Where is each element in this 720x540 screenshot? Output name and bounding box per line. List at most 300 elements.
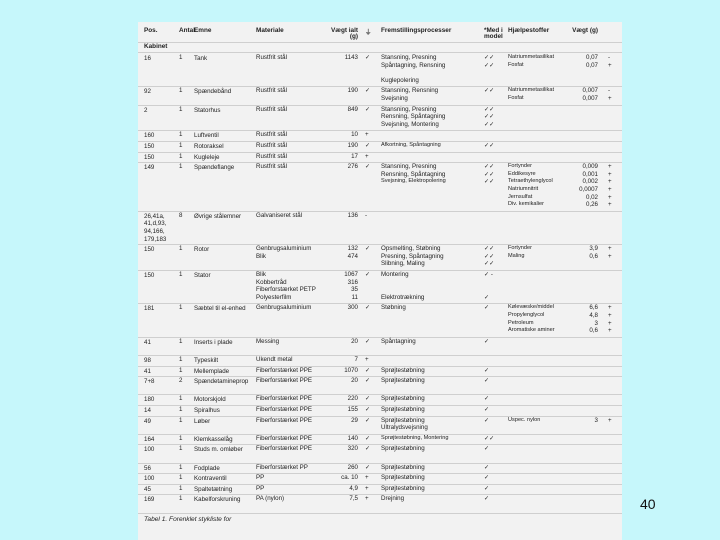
row-pos: 100	[144, 475, 155, 483]
row-materiale: Fiberforstærket PPE	[256, 366, 313, 374]
row-pos: 164	[144, 435, 155, 443]
row-vaegt: 4,9	[349, 484, 358, 492]
header-vaegt: Vægt ialt (g)	[331, 27, 358, 41]
row-antal: 2	[179, 377, 183, 385]
row-emne: Spiralhus	[194, 407, 220, 414]
row-hjaelp-vaegt: 0,6	[589, 327, 598, 335]
header-hjaelp-vaegt: Vægt (g)	[572, 27, 598, 34]
row-materiale: PP	[256, 474, 265, 482]
row-vaegt: 29	[351, 416, 358, 424]
row-materiale: Rustfrit stål	[256, 87, 287, 95]
row-materiale: Blik	[256, 271, 266, 278]
row-divider	[138, 211, 622, 212]
row-divider	[138, 337, 622, 338]
row-hjaelp-mark: +	[608, 304, 612, 312]
row-divider	[138, 394, 622, 395]
header-pos: Pos.	[144, 27, 158, 34]
row-process: Stansning, Presning	[381, 54, 437, 61]
row-process: Rensning, Spåntagning	[381, 113, 446, 121]
row-antal: 1	[179, 304, 183, 312]
row-process: Sprøjtestøbning	[381, 406, 425, 413]
row-antal: 1	[179, 131, 183, 139]
row-divider	[138, 162, 622, 163]
row-hjaelp-vaegt: 0,02	[585, 193, 598, 201]
row-hjaelp-mark: +	[608, 312, 612, 319]
row-vaegt: 190	[347, 142, 358, 149]
row-pos: 45	[144, 485, 151, 493]
row-pos: 181	[144, 305, 155, 313]
row-hjaelp-vaegt: 3,9	[589, 245, 598, 253]
row-pos: 100	[144, 446, 155, 454]
row-hjaelp-vaegt: 0,007	[582, 87, 598, 95]
row-process: Svejsning	[381, 95, 408, 102]
row-model-check: ✓	[484, 416, 490, 424]
row-emne: Løber	[194, 417, 211, 425]
row-model-check: ✓	[484, 445, 490, 453]
row-hjaelp-mark: +	[608, 95, 612, 102]
row-vaegt: 140	[347, 434, 358, 442]
row-divider	[138, 130, 622, 131]
row-divider	[138, 434, 622, 435]
row-hjaelp-vaegt: 4,8	[589, 312, 598, 319]
row-mark: ✓	[365, 54, 371, 61]
row-divider	[138, 270, 622, 271]
row-vaegt: 35	[351, 286, 358, 294]
row-vaegt: 11	[351, 293, 358, 301]
row-materiale: Fiberforstærket PPE	[256, 395, 313, 403]
row-materiale: Fiberforstærket PPE	[256, 406, 313, 413]
row-divider	[138, 405, 622, 406]
row-vaegt: 136	[347, 211, 358, 219]
row-materiale: Rustfrit stål	[256, 152, 287, 160]
row-hjaelp-vaegt: 0,002	[582, 178, 598, 186]
row-vaegt: 17	[351, 152, 358, 160]
row-divider	[138, 141, 622, 142]
row-mark: ✓	[365, 434, 371, 442]
row-process: Kuglepolering	[381, 76, 419, 84]
row-model-check: ✓	[484, 377, 490, 385]
row-pos: 149	[144, 164, 155, 172]
row-vaegt: ca. 10	[341, 474, 358, 482]
row-mark: ✓	[365, 87, 371, 95]
row-emne: Mellemplade	[194, 367, 230, 375]
row-pos: 7+8	[144, 378, 155, 386]
row-model-check: ✓	[484, 337, 490, 345]
row-hjaelpestof: Fosfat	[508, 61, 524, 68]
row-model-check: ✓✓	[484, 163, 495, 171]
row-model-check: ✓✓	[484, 113, 495, 121]
row-model-check: ✓✓	[484, 54, 495, 61]
row-materiale: Kobbertråd	[256, 278, 287, 286]
row-model-check: ✓✓	[484, 252, 495, 260]
row-hjaelp-mark: +	[608, 193, 612, 201]
row-vaegt: 320	[347, 445, 358, 453]
row-antal: 1	[179, 434, 183, 442]
row-mark: +	[365, 474, 369, 482]
row-vaegt: 1070	[344, 366, 358, 374]
row-process: Sprøjtestøbning	[381, 416, 425, 424]
row-mark: ✓	[365, 395, 371, 403]
row-antal: 1	[179, 463, 183, 471]
row-hjaelpestof: Petroleum	[508, 319, 534, 326]
row-emne: Spaltetætning	[194, 485, 233, 493]
row-hjaelp-vaegt: 0,007	[582, 95, 598, 102]
row-process: Sprøjtestøbning	[381, 445, 425, 453]
row-hjaelp-mark: +	[608, 170, 612, 178]
row-emne: Kugleleje	[194, 153, 220, 161]
row-hjaelp-mark: +	[608, 61, 612, 69]
row-pos: 26,41a, 41,d,93, 94,166, 179,183	[144, 212, 167, 243]
row-hjaelpestof: Jernsulfat	[508, 193, 533, 200]
row-materiale: Rustfrit stål	[256, 163, 287, 171]
row-model-check: ✓✓	[484, 178, 495, 186]
row-materiale: Fiberforstærket PPE	[256, 377, 313, 385]
row-process: Drejning	[381, 495, 405, 503]
row-process: Sprøjtestøbning	[381, 395, 425, 403]
row-divider	[138, 473, 622, 474]
header-med-i-model: *Med i model	[484, 27, 503, 41]
header-materiale: Materiale	[256, 27, 284, 34]
row-antal: 1	[179, 495, 183, 503]
table-caption: Tabel 1. Forenklet stykliste for	[144, 515, 232, 523]
row-materiale: Blik	[256, 252, 266, 260]
row-emne: Studs m. omløber	[194, 446, 243, 454]
row-process: Afkortning, Spåntagning	[381, 142, 441, 148]
row-materiale: Rustfrit stål	[256, 105, 287, 113]
row-emne: Statorhus	[194, 106, 221, 114]
row-vaegt: 7,5	[349, 495, 358, 503]
row-hjaelp-mark: +	[608, 201, 612, 209]
row-vaegt: 849	[347, 105, 358, 113]
row-model-check: ✓✓	[484, 434, 495, 442]
row-hjaelpestof: Natriummetasilikat	[508, 54, 555, 60]
row-process: Stansning, Presning	[381, 105, 437, 113]
row-hjaelpestof: Fortynder	[508, 245, 532, 252]
row-materiale: Ukendt metal	[256, 356, 293, 363]
row-pos: 2	[144, 106, 148, 114]
row-antal: 1	[179, 366, 183, 374]
row-materiale: Fiberforstærket PP	[256, 463, 308, 471]
row-materiale: Fiberforstærket PPE	[256, 416, 313, 424]
row-hjaelpestof: Div. kemikalier	[508, 201, 544, 208]
row-materiale: Rustfrit stål	[256, 142, 287, 149]
row-vaegt: 220	[347, 395, 358, 403]
row-vaegt: 190	[347, 87, 358, 95]
row-hjaelp-mark: -	[608, 54, 611, 61]
row-materiale: Fiberforstærket PPE	[256, 445, 313, 453]
row-hjaelp-mark: +	[608, 252, 612, 260]
header-mark: ⏚	[365, 29, 372, 36]
row-pos: 14	[144, 407, 151, 414]
row-antal: 1	[179, 152, 183, 160]
row-antal: 1	[179, 337, 183, 345]
row-process: Stansning, Rensning	[381, 87, 439, 95]
section-kabinet: Kabinet	[144, 43, 168, 50]
row-divider	[138, 376, 622, 377]
row-mark: +	[365, 495, 369, 503]
row-vaegt: 1067	[344, 271, 358, 278]
row-hjaelpestof: Aromatiske aminer	[508, 327, 555, 334]
row-mark: ✓	[365, 142, 371, 149]
row-hjaelp-vaegt: 6,6	[589, 304, 598, 312]
row-mark: +	[365, 356, 369, 363]
row-antal: 1	[179, 406, 183, 413]
row-mark: +	[365, 152, 369, 160]
row-emne: Typeskilt	[194, 357, 219, 364]
row-divider	[138, 244, 622, 245]
row-mark: ✓	[365, 416, 371, 424]
row-mark: ✓	[365, 271, 371, 278]
row-vaegt: 300	[347, 304, 358, 312]
row-divider	[138, 513, 622, 514]
row-hjaelp-mark: +	[608, 245, 612, 253]
row-emne: Luftventil	[194, 132, 219, 140]
row-mark: +	[365, 484, 369, 492]
row-pos: 150	[144, 143, 155, 150]
row-vaegt: 132	[347, 245, 358, 253]
row-mark: +	[365, 131, 369, 139]
row-vaegt: 20	[351, 377, 358, 385]
row-divider	[138, 355, 622, 356]
row-pos: 41	[144, 367, 151, 375]
row-materiale: Messing	[256, 337, 280, 345]
row-vaegt: 316	[347, 278, 358, 286]
row-emne: Tank	[194, 55, 208, 62]
row-hjaelp-vaegt: 0,07	[585, 61, 598, 69]
row-pos: 150	[144, 246, 155, 254]
row-emne: Rotoraksel	[194, 143, 224, 150]
row-emne: Inserts i plade	[194, 338, 233, 346]
row-emne: Stator	[194, 272, 211, 279]
row-hjaelp-mark: +	[608, 163, 612, 171]
row-emne: Motorskjold	[194, 396, 226, 404]
row-vaegt: 20	[351, 337, 358, 345]
row-vaegt: 276	[347, 163, 358, 171]
header-emne: Emne	[194, 27, 212, 34]
row-hjaelp-vaegt: 0,07	[585, 54, 598, 61]
row-model-check: ✓✓	[484, 245, 495, 253]
row-mark: ✓	[365, 337, 371, 345]
row-hjaelp-mark: +	[608, 416, 612, 424]
row-divider	[138, 484, 622, 485]
row-hjaelp-mark: +	[608, 186, 612, 193]
row-antal: 1	[179, 416, 183, 424]
row-pos: 150	[144, 272, 155, 279]
row-emne: Spændetamineprop	[194, 378, 249, 386]
row-emne: Klemkasselåg	[194, 435, 233, 443]
row-process: Spåntagning, Rensning	[381, 61, 446, 69]
row-hjaelp-vaegt: 3	[594, 416, 598, 424]
row-materiale: Rustfrit stål	[256, 131, 287, 139]
row-model-check: ✓✓	[484, 105, 495, 113]
row-mark: ✓	[365, 245, 371, 253]
row-materiale: Genbrugsaluminium	[256, 245, 312, 253]
slide-number: 40	[640, 496, 656, 512]
row-hjaelpestof: Propylenglycol	[508, 312, 545, 318]
row-model-check: ✓✓	[484, 142, 495, 149]
row-divider	[138, 366, 622, 367]
row-pos: 150	[144, 153, 155, 161]
row-antal: 1	[179, 142, 183, 149]
row-process: Sprøjtestøbning	[381, 484, 425, 492]
row-hjaelp-vaegt: 0,0007	[579, 186, 598, 193]
row-model-check: ✓ -	[484, 271, 493, 278]
row-process: Sprøjtestøbning	[381, 377, 425, 385]
row-hjaelp-vaegt: 0,6	[589, 252, 598, 260]
row-divider	[138, 463, 622, 464]
row-model-check: ✓	[484, 495, 490, 503]
row-emne: Kabelforskruning	[194, 496, 241, 504]
row-pos: 92	[144, 88, 151, 96]
row-hjaelpestof: Uspec. nylon	[508, 416, 541, 423]
row-mark: ✓	[365, 163, 371, 171]
row-antal: 1	[179, 87, 183, 95]
row-materiale: Fiberforstærket PPE	[256, 434, 313, 442]
row-model-check: ✓✓	[484, 87, 495, 95]
row-model-check: ✓	[484, 304, 490, 312]
row-model-check: ✓	[484, 395, 490, 403]
row-pos: 169	[144, 496, 155, 504]
row-antal: 1	[179, 163, 183, 171]
row-divider	[138, 105, 622, 106]
row-divider	[138, 416, 622, 417]
row-materiale: Rustfrit stål	[256, 54, 287, 61]
row-model-check: ✓	[484, 293, 490, 301]
row-mark: ✓	[365, 406, 371, 413]
header-antal: Antal	[179, 27, 195, 34]
row-mark: ✓	[365, 463, 371, 471]
row-hjaelpestof: Fortynder	[508, 163, 532, 170]
row-model-check: ✓	[484, 463, 490, 471]
row-hjaelp-vaegt: 0,001	[582, 170, 598, 178]
row-pos: 56	[144, 464, 151, 472]
row-hjaelpestof: Tetraethylenglycol	[508, 178, 553, 185]
row-process: Rensning, Spåntagning	[381, 170, 446, 178]
row-vaegt: 260	[347, 463, 358, 471]
row-process: Ultralydsvejsning	[381, 424, 428, 432]
row-divider	[138, 152, 622, 153]
row-materiale: Polyesterfilm	[256, 293, 292, 301]
row-process: Svejsning, Montering	[381, 120, 439, 128]
row-process: Spåntagning	[381, 337, 416, 345]
row-hjaelpestof: Maling	[508, 252, 525, 259]
row-pos: 49	[144, 417, 151, 425]
row-emne: Spændebånd	[194, 88, 232, 96]
row-process: Opsmelting, Støbning	[381, 245, 441, 253]
row-materiale: Fiberforstærket PETP	[256, 286, 316, 294]
row-process: Montering	[381, 271, 409, 278]
row-pos: 98	[144, 357, 151, 364]
row-mark: -	[365, 211, 368, 219]
row-process: Sprøjtestøbning	[381, 366, 425, 374]
row-emne: Rotor	[194, 246, 210, 254]
row-model-check: ✓	[484, 474, 490, 482]
row-process: Sprøjtestøbning	[381, 474, 425, 482]
row-materiale: Galvaniseret stål	[256, 211, 303, 219]
row-divider	[138, 52, 622, 53]
row-pos: 16	[144, 55, 151, 62]
row-divider	[138, 444, 622, 445]
row-hjaelpestof: Natriummetasilikat	[508, 87, 555, 94]
row-mark: ✓	[365, 445, 371, 453]
row-pos: 41	[144, 338, 151, 346]
row-emne: Fodplade	[194, 464, 220, 472]
row-hjaelp-mark: +	[608, 319, 612, 327]
row-materiale: Genbrugsaluminium	[256, 304, 312, 312]
row-emne: Sæbtel til el-enhed	[194, 305, 246, 313]
row-model-check: ✓	[484, 366, 490, 374]
row-antal: 1	[179, 271, 183, 278]
row-model-check: ✓✓	[484, 120, 495, 128]
row-hjaelp-vaegt: 3	[594, 319, 598, 327]
row-antal: 1	[179, 484, 183, 492]
row-emne: Kontraventil	[194, 475, 227, 483]
row-hjaelpestof: Fosfat	[508, 95, 524, 101]
row-antal: 1	[179, 474, 183, 482]
row-model-check: ✓✓	[484, 61, 495, 69]
row-materiale: PA (nylon)	[256, 495, 285, 503]
row-antal: 1	[179, 105, 183, 113]
row-model-check: ✓✓	[484, 260, 495, 268]
row-divider	[138, 494, 622, 495]
row-mark: ✓	[365, 377, 371, 385]
row-emne: Spændeflange	[194, 164, 235, 172]
row-pos: 180	[144, 396, 155, 404]
row-pos: 160	[144, 132, 155, 140]
row-antal: 1	[179, 445, 183, 453]
row-process: Svejsning, Elektropolering	[381, 178, 446, 185]
row-emne: Øvrige stålemner	[194, 212, 242, 220]
row-antal: 8	[179, 211, 183, 219]
row-materiale: PP	[256, 484, 265, 492]
row-hjaelp-vaegt: 0,26	[585, 201, 598, 209]
row-hjaelpestof: Natriumnitrit	[508, 186, 539, 192]
row-model-check: ✓✓	[484, 170, 495, 178]
row-process: Elektrotrækning	[381, 293, 425, 301]
row-process: Stansning, Presning	[381, 163, 437, 171]
row-vaegt: 155	[347, 406, 358, 413]
row-antal: 1	[179, 395, 183, 403]
row-hjaelp-mark: +	[608, 178, 612, 186]
row-process: Slibning, Maling	[381, 260, 425, 268]
header-hjaelpestoffer: Hjælpestoffer	[508, 27, 550, 34]
row-process: Sprøjtestøbning	[381, 463, 425, 471]
row-antal: 1	[179, 245, 183, 253]
row-antal: 1	[179, 54, 183, 61]
scanned-parts-table	[138, 22, 622, 540]
row-hjaelp-mark: -	[608, 87, 611, 95]
row-hjaelp-mark: +	[608, 327, 612, 335]
row-hjaelpestof: Eddikesyre	[508, 170, 536, 177]
row-hjaelp-vaegt: 0,009	[582, 163, 598, 171]
row-mark: ✓	[365, 304, 371, 312]
header-processer: Fremstillingsprocesser	[381, 27, 452, 34]
row-process: Støbning	[381, 304, 406, 312]
row-vaegt: 1143	[344, 54, 358, 61]
row-hjaelpestof: Kølevæske/middel	[508, 304, 555, 311]
row-process: Sprøjtestøbning, Montering	[381, 434, 449, 441]
row-mark: ✓	[365, 105, 371, 113]
row-process: Presning, Spåntagning	[381, 252, 444, 260]
row-model-check: ✓	[484, 406, 490, 413]
row-antal: 1	[179, 356, 183, 363]
row-model-check: ✓	[484, 484, 490, 492]
row-vaegt: 7	[354, 356, 358, 363]
row-divider	[138, 42, 622, 43]
row-vaegt: 10	[351, 131, 358, 139]
row-mark: ✓	[365, 366, 371, 374]
row-vaegt: 474	[347, 252, 358, 260]
